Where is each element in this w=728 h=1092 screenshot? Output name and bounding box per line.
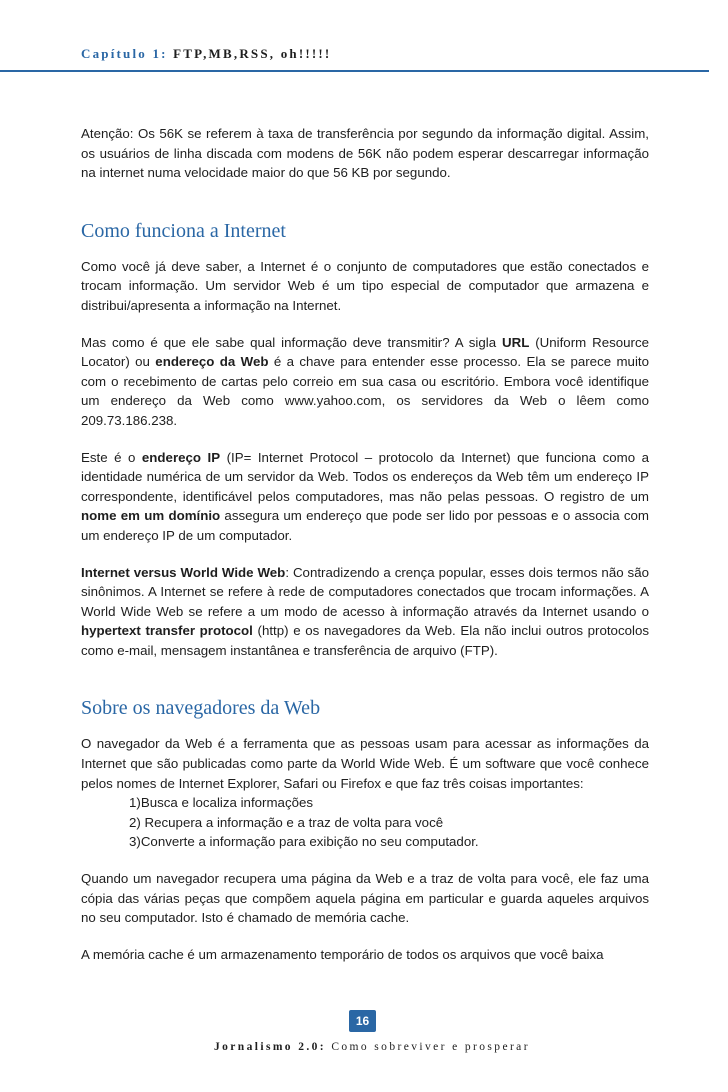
header-divider [0,70,709,72]
bold-term: nome em um domínio [81,508,221,524]
paragraph-ip [81,448,649,546]
page-body [81,124,649,981]
paragraph: A memória cache é um armazenamento temporário de todos os arquivos que você baixa [81,946,604,962]
chapter-topic: FTP,MB,RSS, oh!!!!! [173,46,332,61]
running-footer [214,1041,530,1053]
text: (IP= Internet Protocol – protocolo da Internet) que funciona como a identidade numérica de um servidor da Web. Todos os endereços da Web têm um endereço IP correspondente, identificável pelos computadores, mas não pelas pessoas. O registro de um [81,449,649,504]
paragraph: O navegador da Web é a ferramenta que as pessoas usam para acessar as informações da Internet que são publicadas como parte da World Wide Web. É um software que você conhece pelos nomes de Internet Explorer, Safari ou Firefox e que faz três coisas importantes: [81,736,649,791]
bold-term: Internet versus World Wide Web [81,564,286,580]
paragraph: Quando um navegador recupera uma página da Web e a traz de volta para você, ele faz uma cópia das várias peças que compõem aquela página em particular e guarda aqueles arquivos no seu computador. Isto é chamado de memória cache. [81,871,649,926]
text: (Uniform Resource Locator) ou [81,334,650,370]
bold-term: endereço IP [141,449,221,465]
section-heading-browsers: Sobre os navegadores da Web [81,697,321,720]
bold-term: URL [502,334,530,350]
bold-term: endereço da Web [155,354,269,370]
paragraph: Como você já deve saber, a Internet é o conjunto de computadores que estão conectados e trocam informação. Um servidor Web é um tipo especial de computador que armazena e distribui/apresenta a informação na Internet. [81,258,649,313]
running-header [81,46,331,62]
list-item: 2) Recupera a informação e a traz de volta para você [129,814,444,830]
text: assegura um endereço que pode ser lido por pessoas e o associa com um endereço IP de um computador. [81,508,649,543]
intro-paragraph: Atenção: Os 56K se referem à taxa de transferência por segundo da informação digital. Assim, os usuários de linha discada com modens de 56K não podem esperar descarregar informação na internet numa velocidade maior do que 56 KB por segundo. [81,126,649,181]
page-number: 16 [349,1010,376,1032]
text: Este é o [81,449,142,465]
section-heading-internet: Como funciona a Internet [81,219,286,242]
text: : Contradizendo a crença popular, esses dois termos não são sinônimos. A Internet se refere à rede de computadores conectados que trocam informações. A World Wide Web se refere a um modo de acesso à informação através da Internet usando o [81,564,649,619]
text: Mas como é que ele sabe qual informação deve transmitir? A sigla [81,334,503,350]
text: (http) e os navegadores da Web. Ela não inclui outros protocolos como e-mail, mensagem instantânea e transferência de arquivo (FTP). [81,623,649,658]
list-item: 3)Converte a informação para exibição no seu computador. [129,834,479,850]
list-item: 1)Busca e localiza informações [129,795,314,811]
chapter-label: Capítulo 1: [81,46,168,61]
paragraph-url [81,333,649,431]
bold-term: hypertext transfer protocol [81,623,253,639]
paragraph-internet-vs-web [81,563,649,661]
book-title: Jornalismo 2.0: [214,1041,327,1053]
book-subtitle: Como sobreviver e prosperar [331,1041,530,1053]
text: é a chave para entender esse processo. Ela se parece muito com o recebimento de cartas pelo correio em sua casa ou escritório. Embora você identifique um endereço da Web como www.yahoo.com, os servidores da Web o lêem como 209.73.186.238. [81,354,649,428]
